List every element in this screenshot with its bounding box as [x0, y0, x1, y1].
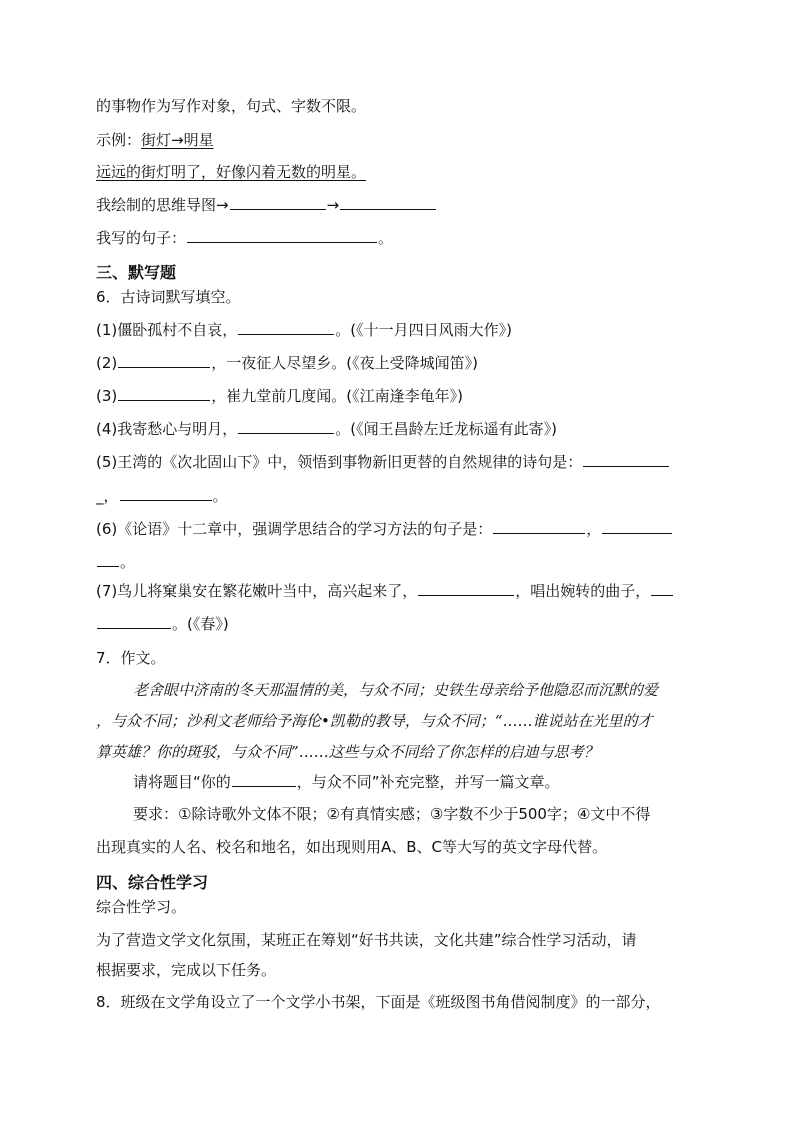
- q6-item-5-line2: _， 。: [96, 487, 228, 505]
- q5-mindmap-line: 我绘制的思维导图→ →: [96, 195, 706, 215]
- q6-item-7-line2: 。(《春》): [96, 614, 706, 634]
- section-4-desc-line-1: 为了营造文学文化氛围，某班正在筹划“好书共读，文化共建”综合性学习活动，请: [96, 931, 637, 949]
- q5-instruction-line: 的事物作为写作对象，句式、字数不限。: [96, 97, 367, 115]
- example-label: 示例：: [96, 131, 142, 149]
- q6-item-5-line1: (5)王湾的《次北固山下》中，领悟到事物新旧更替的自然规律的诗句是：: [96, 452, 706, 472]
- q6-item-6-line2: 。: [96, 552, 706, 572]
- example-chain: 街灯→明星: [141, 131, 214, 149]
- q6-item-3: (3) ，崔九堂前几度闻。(《江南逢李龟年》): [96, 387, 463, 405]
- q7-prompt-line-2: ，与众不同；沙利文老师给予海伦•凯勒的教导，与众不同；“……谁说站在光里的才: [96, 712, 653, 730]
- q6-4-blank[interactable]: [238, 432, 334, 434]
- q7-title-instruction: 请将题目“你的 ，与众不同”补充完整，并写一篇文章。: [133, 773, 560, 791]
- sentence-blank[interactable]: [187, 241, 377, 243]
- q6-1-blank[interactable]: [238, 333, 334, 335]
- q7-prompt-line-1: 老舍眼中济南的冬天那温情的美，与众不同；史铁生母亲给予他隐忍而沉默的爱: [133, 681, 659, 699]
- q6-stem: 6．古诗词默写填空。: [96, 288, 241, 306]
- q6-6-blank-1[interactable]: [493, 532, 585, 534]
- section-4-desc-line-2: 根据要求，完成以下任务。: [96, 961, 277, 979]
- mindmap-blank-2[interactable]: [340, 208, 436, 210]
- q7-stem: 7．作文。: [96, 649, 166, 667]
- q6-5-blank-2[interactable]: [120, 499, 212, 501]
- q8-stem: 8．班级在文学角设立了一个文学小书架，下面是《班级图书角借阅制度》的一部分，: [96, 993, 661, 1011]
- q6-3-blank[interactable]: [118, 399, 210, 401]
- q6-5-blank-1[interactable]: [583, 465, 669, 467]
- q7-prompt-line-3: 算英雄？你的斑驳，与众不同”……这些与众不同给了你怎样的启迪与思考？: [96, 743, 599, 761]
- q6-7-blank-2b[interactable]: [97, 627, 171, 629]
- section-4-heading: 四、综合性学习: [96, 873, 209, 892]
- q6-item-6-line1: (6)《论语》十二章中，强调学思结合的学习方法的句子是： ，: [96, 519, 706, 539]
- q6-7-blank-2a[interactable]: [651, 594, 673, 596]
- q5-example: [96, 130, 706, 150]
- q7-requirements-line-2: 出现真实的人名、校名和地名，如出现则用A、B、C等大写的英文字母代替。: [96, 838, 608, 856]
- q6-2-blank[interactable]: [118, 366, 210, 368]
- q6-item-7-line1: (7)鸟儿将窠巢安在繁花嫩叶当中，高兴起来了， ，唱出婉转的曲子，: [96, 581, 706, 601]
- q6-item-4: (4)我寄愁心与明月， 。(《闻王昌龄左迁龙标遥有此寄》): [96, 420, 557, 438]
- q7-requirements-line-1: 要求：①除诗歌外文体不限；②有真情实感；③字数不少于500字；④文中不得: [133, 805, 651, 823]
- q7-title-blank[interactable]: [232, 785, 296, 787]
- mindmap-blank-1[interactable]: [230, 208, 326, 210]
- q6-item-1: (1)僵卧孤村不自哀， 。(《十一月四日风雨大作》): [96, 321, 512, 339]
- q6-6-blank-2a[interactable]: [602, 532, 672, 534]
- q5-sentence-line: 我写的句子： 。: [96, 229, 394, 247]
- q6-item-2: (2) ，一夜征人尽望乡。(《夜上受降城闻笛》): [96, 354, 478, 372]
- q5-example-sentence: 远远的街灯明了，好像闪着无数的明星。: [96, 163, 367, 181]
- q6-6-blank-2b[interactable]: [97, 565, 119, 567]
- section-3-heading: 三、默写题: [96, 263, 177, 282]
- section-4-intro: 综合性学习。: [96, 898, 187, 916]
- q6-7-blank-1[interactable]: [418, 594, 514, 596]
